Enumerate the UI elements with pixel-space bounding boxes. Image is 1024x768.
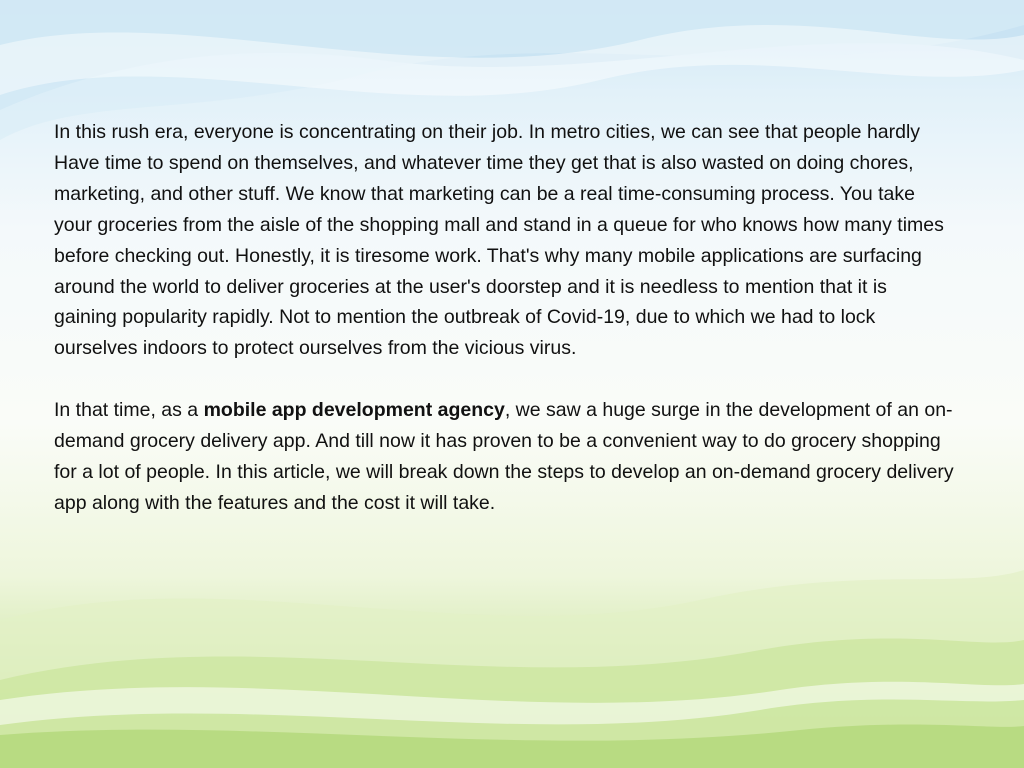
paragraph-agency-rest: , we saw a huge surge in the development of an on-demand grocery delivery app. And till now it has proven to be a convenient way to do grocery shopping for a lot of people. In this article, we will break down the steps to develop an on-demand grocery delivery app along with the features and the cost it will take.: [54, 399, 954, 514]
paragraph-agency-lead: In that time, as a: [54, 399, 204, 422]
paragraph-intro: In this rush era, everyone is concentrating on their job. In metro cities, we can see that people hardly Have time to spend on themselves, and whatever time they get that is also wasted on doing chores, marketing, and other stuff. We know that marketing can be a real time-consuming process. You take your groceries from the aisle of the shopping mall and stand in a queue for who knows how many times before checking out. Honestly, it is tiresome work. That's why many mobile applications are surfacing around the world to deliver groceries at the user's doorstep and it is needless to mention that it is gaining popularity rapidly. Not to mention the outbreak of Covid-19, due to which we had to lock ourselves indoors to protect ourselves from the vicious virus.: [54, 121, 944, 360]
agency-keyword: mobile app development agency: [203, 399, 505, 422]
paragraph-agency: [54, 395, 954, 519]
slide-text-body: [54, 117, 954, 519]
